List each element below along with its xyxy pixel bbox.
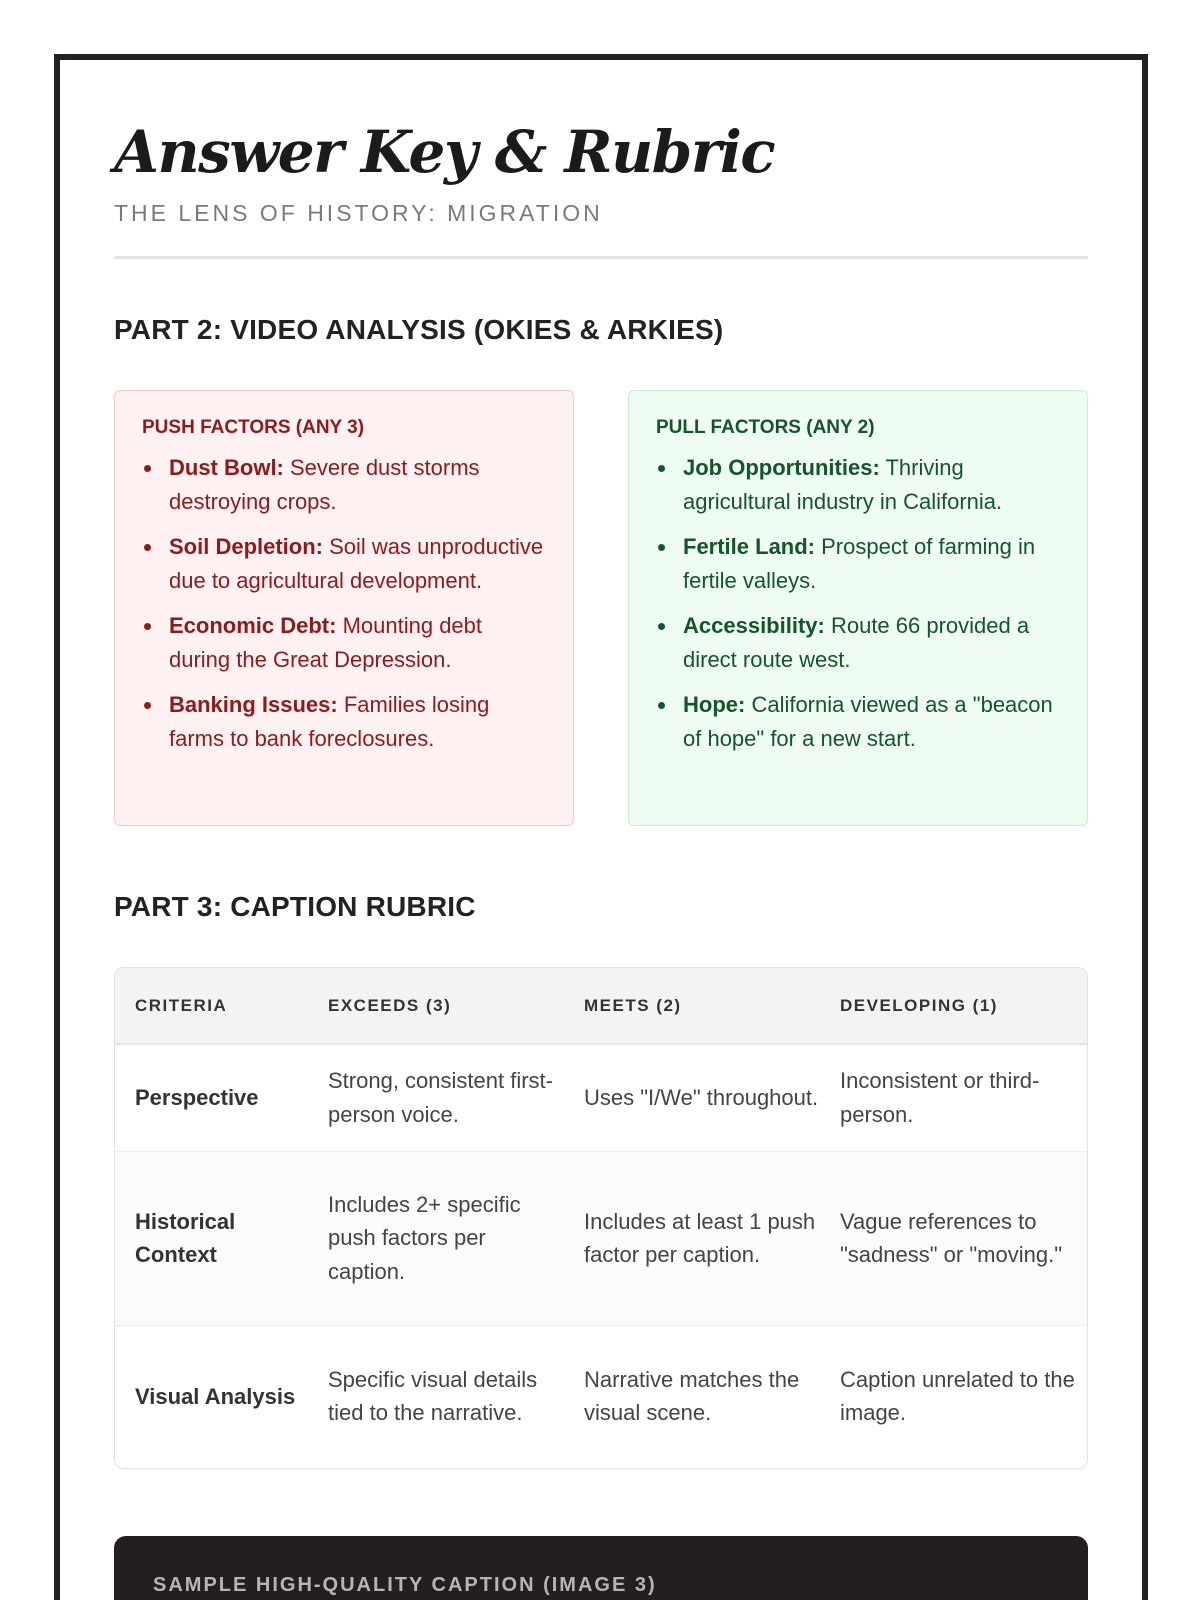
- criteria-cell: Historical Context: [115, 1151, 308, 1325]
- factor-description: Prospect of farming in fertile valleys.: [683, 534, 1036, 593]
- push-factors-box: [114, 390, 574, 826]
- page-subtitle: THE LENS OF HISTORY: MIGRATION: [114, 200, 603, 226]
- caption-rubric-table: [114, 967, 1088, 1469]
- push-factors-list: [142, 451, 547, 755]
- pull-factors-title: PULL FACTORS (ANY 2): [656, 417, 875, 438]
- sample-caption-label: SAMPLE HIGH-QUALITY CAPTION (IMAGE 3): [153, 1574, 657, 1596]
- table-row: [115, 1044, 1088, 1151]
- factor-description: Families losing farms to bank foreclosures.: [169, 692, 490, 751]
- meets-cell: Narrative matches the visual scene.: [584, 1366, 800, 1426]
- factor-description: Severe dust storms destroying crops.: [169, 455, 480, 514]
- column-header-exceeds: EXCEEDS (3): [308, 968, 564, 1044]
- factor-term: Dust Bowl:: [169, 455, 284, 480]
- meets-cell: Includes at least 1 push factor per caption.: [564, 1151, 820, 1325]
- pull-factors-list: [656, 451, 1061, 755]
- factor-term: Accessibility:: [683, 613, 825, 638]
- exceeds-cell: Includes 2+ specific push factors per caption.: [308, 1151, 564, 1325]
- factor-description: California viewed as a "beacon of hope" for a new start.: [683, 692, 1053, 751]
- part3-heading: PART 3: CAPTION RUBRIC: [114, 891, 476, 922]
- answer-key-sheet: [54, 54, 1148, 1600]
- page-title: Answer Key & Rubric: [114, 118, 775, 186]
- table-row: [115, 1151, 1088, 1325]
- column-header-meets: MEETS (2): [564, 968, 820, 1044]
- table-row: [115, 1325, 1088, 1467]
- factor-term: Soil Depletion:: [169, 534, 323, 559]
- meets-cell: Uses "I/We" throughout.: [564, 1044, 820, 1151]
- pull-factor-item: [656, 451, 1061, 518]
- developing-cell: Caption unrelated to the image.: [840, 1366, 1075, 1426]
- push-factor-item: [142, 609, 547, 676]
- pull-factor-item: [656, 609, 1061, 676]
- column-header-developing: DEVELOPING (1): [820, 968, 1088, 1044]
- table-header-row: [115, 968, 1088, 1044]
- push-factor-item: [142, 451, 547, 518]
- sample-caption-box: [114, 1536, 1088, 1600]
- pull-factor-item: [656, 530, 1061, 597]
- pull-factor-item: [656, 688, 1061, 755]
- exceeds-cell: Strong, consistent first-person voice.: [308, 1044, 564, 1151]
- title-divider: [114, 256, 1088, 259]
- column-header-criteria: CRITERIA: [115, 968, 308, 1044]
- factor-term: Hope:: [683, 692, 746, 717]
- pull-factors-box: [628, 390, 1088, 826]
- factor-term: Banking Issues:: [169, 692, 338, 717]
- push-factors-title: PUSH FACTORS (ANY 3): [142, 417, 365, 438]
- factor-description: Thriving agricultural industry in California.: [683, 455, 1003, 514]
- criteria-cell: Visual Analysis: [135, 1383, 296, 1409]
- push-factor-item: [142, 530, 547, 597]
- developing-cell: Inconsistent or third-person.: [820, 1044, 1088, 1151]
- factor-description: Mounting debt during the Great Depression.: [169, 613, 483, 672]
- factor-term: Job Opportunities:: [683, 455, 880, 480]
- criteria-cell: Perspective: [115, 1044, 308, 1151]
- factor-term: Fertile Land:: [683, 534, 816, 559]
- factor-description: Soil was unproductive due to agricultural development.: [169, 534, 544, 593]
- part2-heading: PART 2: VIDEO ANALYSIS (OKIES & ARKIES): [114, 314, 724, 345]
- factor-term: Economic Debt:: [169, 613, 337, 638]
- push-factor-item: [142, 688, 547, 755]
- developing-cell: Vague references to "sadness" or "moving.": [820, 1151, 1088, 1325]
- exceeds-cell: Specific visual details tied to the narrative.: [328, 1366, 538, 1426]
- factor-description: Route 66 provided a direct route west.: [683, 613, 1030, 672]
